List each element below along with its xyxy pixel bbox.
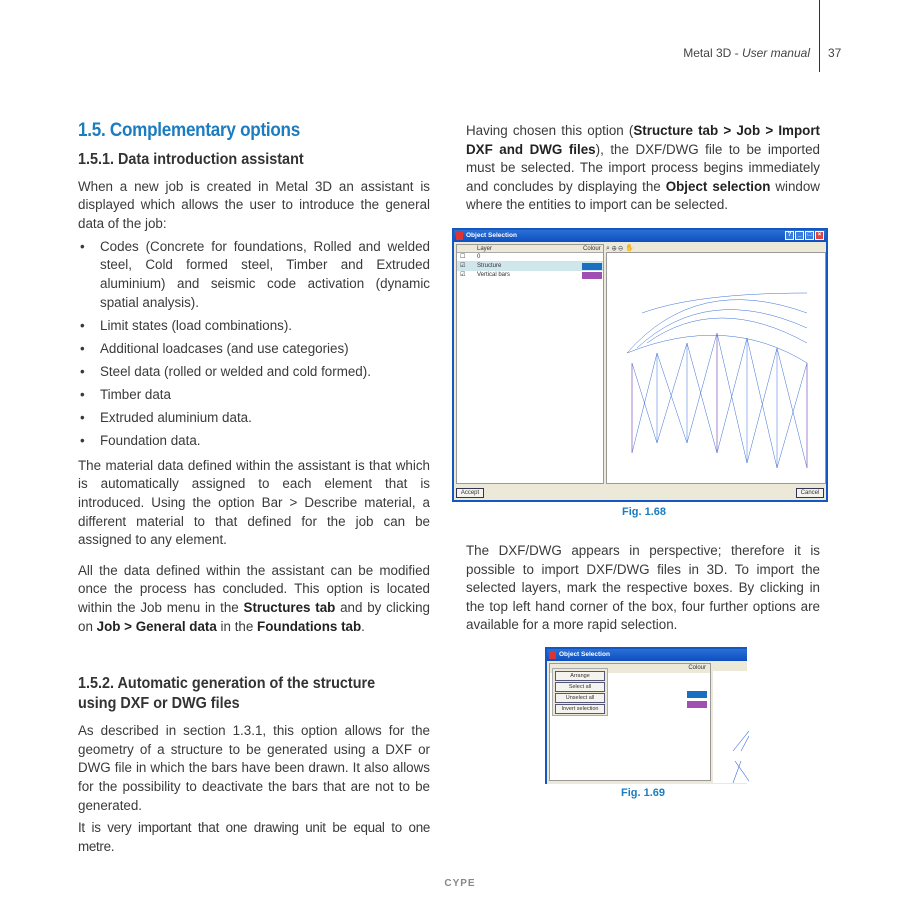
title-bar [547, 649, 747, 661]
figure-caption: Fig. 1.68 [622, 506, 667, 518]
list-item: • Timber data [78, 386, 430, 405]
section-title: 1.5. Complementary options [78, 120, 300, 141]
colour-swatch [582, 263, 602, 270]
layer-name: 0 [477, 254, 481, 260]
checkbox[interactable]: ☑ [460, 263, 466, 269]
list-item: • Codes (Concrete for foundations, Rolled and welded steel, Cold formed steel, Timber and Extruded aluminium) and seismic code activation (dynamic spatial analysis). [78, 238, 430, 312]
header-divider [819, 0, 820, 72]
object-selection-window [452, 228, 828, 502]
column-colour: Colour [583, 246, 601, 252]
text: ), the DXF/DWG file to be imported must be selected. The import process begins immediately and concludes by displaying the [466, 141, 820, 194]
right-column-text [466, 542, 820, 635]
help-icon[interactable]: ? [785, 231, 794, 240]
text: and by clicking on [78, 599, 431, 634]
list-item: • Steel data (rolled or welded and cold formed). [78, 363, 430, 382]
subsection-title: 1.5.2. Automatic generation of the structure using DXF or DWG files [78, 675, 376, 713]
layer-row[interactable] [457, 271, 603, 280]
bullet-list [78, 238, 430, 451]
zoom-window-icon[interactable]: ⌕ [606, 245, 610, 252]
zoom-all-icon[interactable]: ⊕ [611, 245, 617, 252]
paragraph: The DXF/DWG appears in perspective; therefore it is possible to import DXF/DWG files in 3D. To import the selected layers, mark the respective boxes. By clicking in the top left hand corner of the box, four further options are available for a more rapid selection. [466, 543, 820, 633]
column-layer: Layer [477, 246, 493, 252]
layer-list-header [457, 245, 603, 253]
select-all-button[interactable]: Select all [555, 682, 605, 692]
close-icon[interactable]: × [815, 231, 824, 240]
page-number: 37 [828, 46, 842, 60]
layer-name: Vertical bars [477, 272, 511, 278]
bold-text: Structure tab > Job > Import DXF and DWG files [466, 123, 820, 157]
product-name: Metal 3D [683, 46, 732, 60]
text: All the data defined within the assistant can be modified once the process has concluded. This option is located within the Job menu in the [78, 562, 430, 615]
3d-structure-drawing [607, 253, 825, 483]
list-item: • Additional loadcases (and use categories) [78, 340, 430, 359]
cancel-button[interactable]: Cancel [796, 488, 824, 498]
layer-list [549, 663, 711, 781]
title-bar [454, 230, 826, 242]
layer-row[interactable] [457, 253, 603, 262]
bold-text: Foundations tab [257, 618, 362, 634]
left-column [78, 122, 430, 856]
checkbox[interactable]: ☐ [460, 254, 466, 260]
bold-text: Object selection [665, 178, 771, 194]
colour-swatch [582, 272, 602, 279]
unselect-all-button[interactable]: Unselect all [555, 693, 605, 703]
drawing-view[interactable] [606, 252, 826, 484]
running-header [683, 46, 810, 60]
paragraph: It is very important that one drawing unit be equal to one metre. [78, 820, 430, 854]
view-toolbar [606, 244, 634, 252]
layer-row[interactable] [457, 262, 603, 271]
window-title: Object Selection [559, 651, 610, 658]
header-separator: - [731, 46, 742, 60]
window-title: Object Selection [466, 232, 517, 239]
drawing-view[interactable] [713, 671, 749, 783]
paragraph [78, 562, 430, 636]
paragraph: As described in section 1.3.1, this option allows for the geometry of a structure to be generated using a DXF or DWG file in which the bars have been drawn. It also allows for the possibility to deactivate the bars that are not to be generated. [78, 723, 430, 813]
checkbox[interactable]: ☑ [460, 272, 466, 278]
maximize-icon[interactable]: □ [805, 231, 814, 240]
manual-name: User manual [741, 46, 810, 60]
bold-text: Structures tab [243, 599, 336, 615]
column-colour: Colour [550, 664, 710, 673]
list-item: • Limit states (load combinations). [78, 317, 430, 336]
layer-name: Structure [477, 263, 502, 269]
paragraph: The material data defined within the assistant is that which is automatically assigned to each element that is introduced. Using the option Bar > Describe material, a different material to that defined for the job can be assigned to any element. [78, 457, 430, 548]
text: in the [216, 618, 258, 634]
text: Having chosen this option ( [466, 123, 634, 138]
paragraph: When a new job is created in Metal 3D an assistant is displayed which allows the user to introduce the general data of the job: [78, 178, 430, 231]
figure-caption: Fig. 1.69 [621, 787, 666, 799]
app-icon [549, 651, 556, 659]
subsection-title: 1.5.1. Data introduction assistant [78, 150, 304, 168]
right-column-intro [466, 122, 820, 215]
accept-button[interactable]: Accept [456, 488, 484, 498]
app-icon [456, 232, 463, 240]
list-item: • Extruded aluminium data. [78, 409, 430, 428]
zoom-icon[interactable]: ⊖ [618, 245, 623, 252]
object-selection-window-crop [545, 647, 747, 784]
text: window where the entities to import can be selected. [466, 178, 820, 213]
paragraph [466, 122, 820, 215]
colour-swatch [687, 701, 707, 708]
arrange-button[interactable]: Arrange [555, 671, 605, 681]
3d-structure-drawing [713, 671, 749, 783]
layer-list [456, 244, 604, 484]
list-item: • Foundation data. [78, 432, 430, 451]
minimize-icon[interactable]: _ [795, 231, 804, 240]
text: . [361, 618, 365, 634]
invert-selection-button[interactable]: Invert selection [555, 704, 605, 714]
quick-selection-menu [552, 668, 608, 716]
colour-swatch [687, 691, 707, 698]
bold-text: Job > General data [96, 618, 217, 634]
pan-icon[interactable]: ✋ [624, 245, 634, 252]
footer-brand: CYPE [444, 878, 476, 889]
